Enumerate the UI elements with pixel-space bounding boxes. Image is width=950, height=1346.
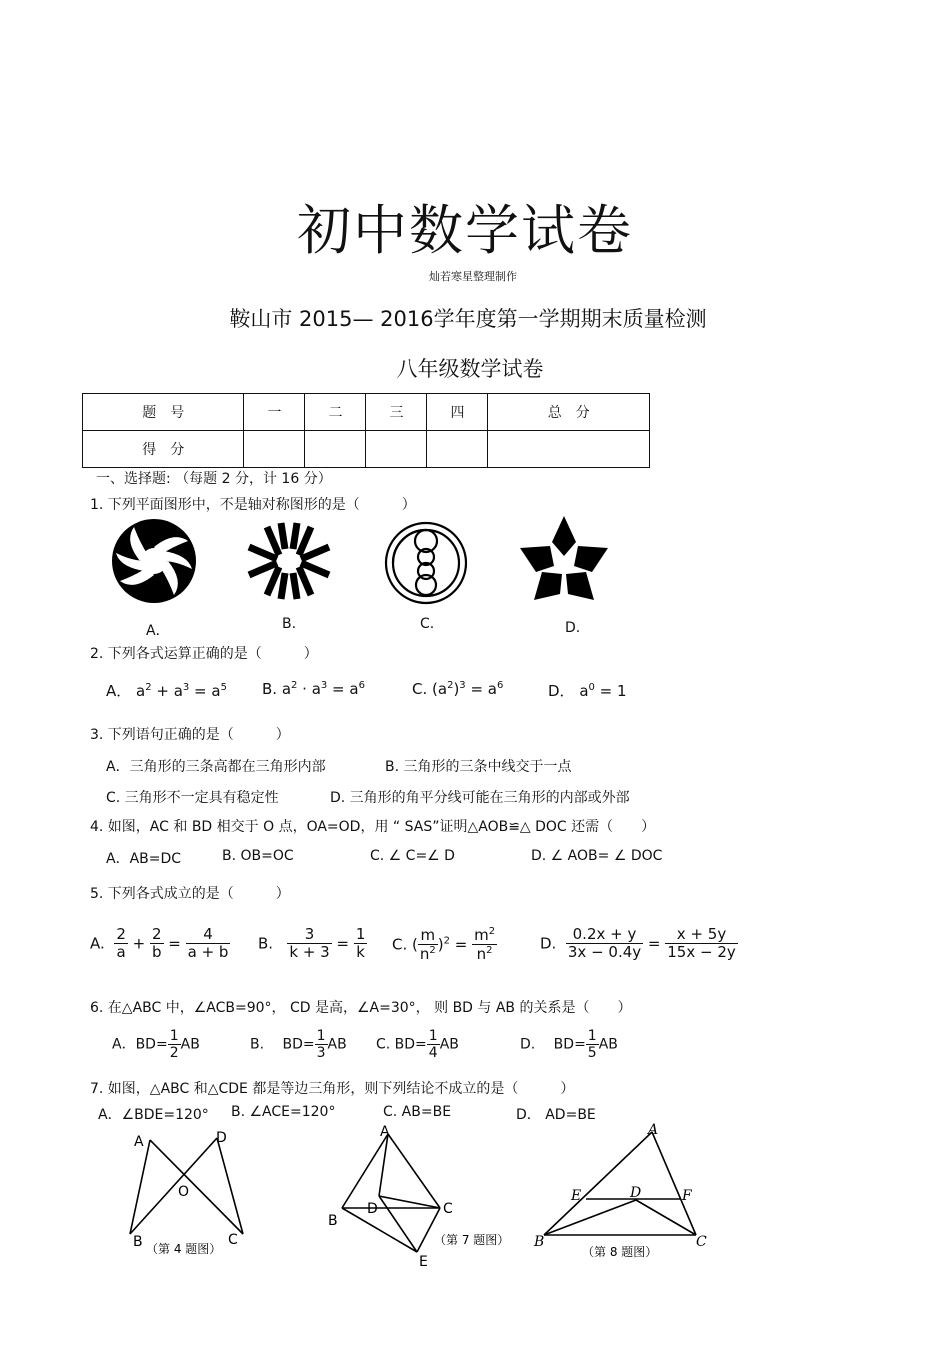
table-cell: 得 分 [83, 431, 244, 468]
score-table [82, 393, 650, 468]
q5-option-a-label: A. [90, 934, 105, 953]
q6-ab-text: AB [598, 1036, 618, 1053]
fig4-point-o: O [178, 1184, 190, 1200]
q6-option-b-label: B. BD= [250, 1036, 315, 1053]
table-cell: 二 [305, 394, 366, 431]
table-cell: 一 [244, 394, 305, 431]
fig8-point-d: D [630, 1185, 642, 1201]
q6-option-d: D. BD= $\frac{1}{5}$ AB [520, 1028, 618, 1062]
figure-q4 [120, 1126, 260, 1261]
q2-option-c-label: C. [412, 680, 428, 698]
q5-option-b: B. $\frac{3}{k + 3}$ = $\frac{1}{k}$ [258, 925, 366, 962]
q3-stem: 3. 下列语句正确的是（ ） [90, 727, 290, 743]
q6-ab-text: AB [327, 1036, 347, 1053]
q1-option-d-label: D. [565, 620, 581, 636]
q1-figure-d-pentagon-star-icon [516, 514, 612, 606]
q6-option-d-label: D. BD= [520, 1036, 586, 1053]
q1-option-a-label: A． [146, 623, 170, 639]
q5-option-b-label: B. [258, 934, 274, 953]
q4-option-d: D. ∠ AOB= ∠ DOC [531, 848, 663, 864]
fig8-point-b: B [534, 1234, 545, 1250]
q2-option-d: D． $a^0 = 1$ [548, 682, 627, 700]
fig7-point-a: A [380, 1124, 390, 1140]
table-cell[interactable] [305, 431, 366, 468]
q6-ab-text: AB [439, 1036, 459, 1053]
fig8-point-c: C [696, 1234, 707, 1250]
q5-option-c: C. ( $\frac{m}{n^2}$ )$^2$ = $\frac{m^2}{n^2}$ [392, 925, 496, 964]
table-cell[interactable] [366, 431, 427, 468]
q2-stem: 2. 下列各式运算正确的是（ ） [90, 646, 318, 662]
q4-option-c: C. ∠ C=∠ D [370, 848, 455, 864]
fig4-point-c: C [228, 1232, 238, 1248]
fig8-point-f: F [682, 1188, 692, 1204]
q5-option-d-label: D. [540, 934, 557, 953]
q2-option-a-label: A． [106, 682, 132, 700]
q2-option-c: C. $(a^2)^3 = a^6$ [412, 680, 504, 698]
figure-q8 [530, 1120, 720, 1262]
q6-option-a: A．BD= $\frac{1}{2}$ AB [112, 1028, 200, 1062]
q6-option-a-label: A．BD= [112, 1036, 168, 1053]
fig4-point-a: A [134, 1134, 144, 1150]
table-cell[interactable] [488, 431, 650, 468]
q7-stem: 7. 如图，△ABC 和△CDE 都是等边三角形，则下列结论不成立的是（ ） [90, 1081, 575, 1097]
q6-ab-text: AB [180, 1036, 200, 1053]
q3-option-d: D. 三角形的角平分线可能在三角形的内部或外部 [330, 790, 630, 806]
table-cell[interactable] [427, 431, 488, 468]
q5-option-a: A. $\frac{2}{a}$ + $\frac{2}{b}$ = $\frac{4}{a + b}$ [90, 925, 229, 962]
q6-option-c: C. BD= $\frac{1}{4}$ AB [376, 1028, 459, 1062]
q3-option-b: B. 三角形的三条中线交于一点 [385, 759, 572, 775]
fig8-caption: （第 8 题图） [582, 1245, 658, 1259]
q4-option-a: A．AB=DC [106, 851, 182, 867]
q1-option-b-label: B. [282, 616, 297, 632]
fig4-point-b: B [133, 1234, 143, 1250]
q1-figure-a-swirl-icon [108, 518, 200, 604]
page-title: 初中数学试卷 [297, 199, 633, 262]
fig8-point-a: A [648, 1122, 659, 1138]
q3-option-a: A．三角形的三条高都在三角形内部 [106, 759, 326, 775]
q2-option-b: B. $a^2 \cdot a^3 = a^6$ [262, 680, 365, 698]
section-heading: 一、选择题: （每题 2 分，计 16 分） [96, 471, 332, 487]
q1-option-c-label: C. [420, 616, 435, 632]
table-cell: 四 [427, 394, 488, 431]
q1-stem: 1. 下列平面图形中，不是轴对称图形的是（ ） [90, 497, 416, 513]
fig7-caption: （第 7 题图） [434, 1233, 510, 1247]
fig7-point-d: D [367, 1201, 378, 1217]
table-cell: 总 分 [488, 394, 650, 431]
fig4-caption: （第 4 题图） [146, 1242, 222, 1256]
table-cell[interactable] [244, 431, 305, 468]
fig4-point-d: D [216, 1130, 227, 1146]
score-table-header-row [83, 394, 650, 431]
exam-title: 鞍山市 2015— 2016学年度第一学期期末质量检测 [229, 307, 707, 331]
fig7-point-b: B [328, 1213, 338, 1229]
fig7-point-e: E [419, 1254, 428, 1270]
q5-option-d: D. $\frac{0.2x + y}{3x - 0.4y}$ = $\frac{x + 5y}{15x - 2y}$ [540, 925, 736, 962]
fig7-point-c: C [443, 1201, 453, 1217]
q5-option-c-label: C. [392, 935, 408, 954]
q2-option-b-label: B. [262, 680, 278, 698]
q4-option-b: B. OB=OC [222, 848, 294, 864]
q4-stem: 4. 如图，AC 和 BD 相交于 O 点，OA=OD，用 “ SAS”证明△AOB≌△ DOC 还需（ ） [90, 819, 656, 835]
q6-option-b: B. BD= $\frac{1}{3}$ AB [250, 1028, 347, 1062]
q3-option-c: C. 三角形不一定具有稳定性 [106, 790, 279, 806]
q1-figure-c-circles-icon [382, 520, 470, 606]
q7-option-d: D． AD=BE [516, 1107, 596, 1123]
q7-option-a: A．∠BDE=120° [98, 1107, 209, 1123]
q5-stem: 5. 下列各式成立的是（ ） [90, 886, 290, 902]
exam-subtitle: 八年级数学试卷 [396, 357, 544, 381]
q6-option-c-label: C. BD= [376, 1036, 427, 1053]
table-cell: 三 [366, 394, 427, 431]
q6-stem: 6. 在△ABC 中，∠ACB=90°， CD 是高，∠A=30°， 则 BD 与 AB 的关系是（ ） [90, 1000, 632, 1016]
figure-q7 [322, 1122, 512, 1272]
table-cell: 题 号 [83, 394, 244, 431]
q7-option-b: B. ∠ACE=120° [231, 1104, 336, 1120]
q2-option-d-label: D． [548, 682, 575, 700]
maker-note: 灿若寒星整理制作 [429, 270, 517, 283]
fig8-point-e: E [571, 1188, 582, 1204]
q1-figure-b-star-icon [246, 520, 332, 602]
q7-option-c: C. AB=BE [383, 1104, 452, 1120]
score-table-score-row [83, 431, 650, 468]
q2-option-a: A． $a^2 + a^3 = a^5$ [106, 682, 227, 700]
